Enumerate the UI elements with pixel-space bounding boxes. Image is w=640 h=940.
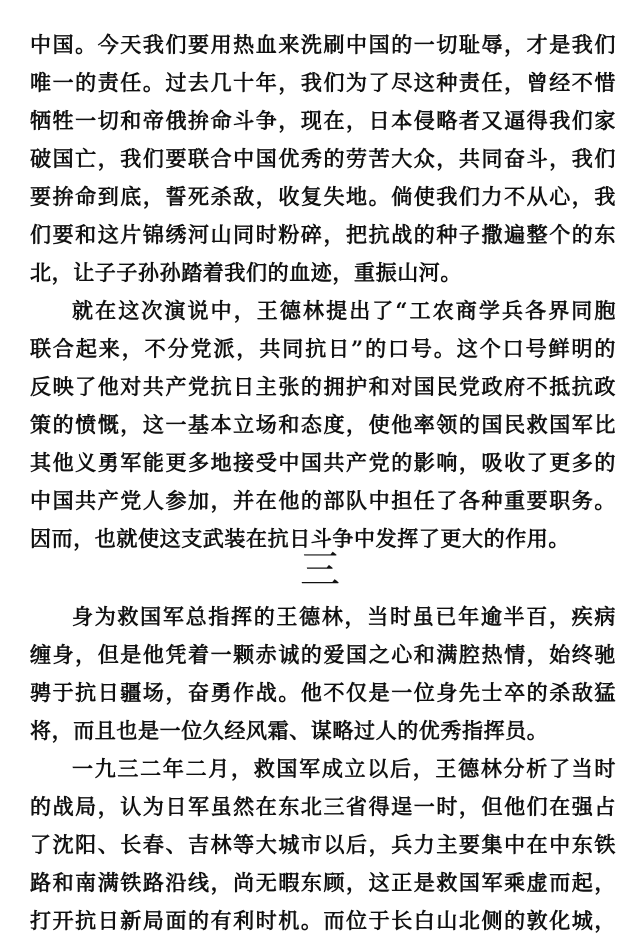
text-line: 的战局，认为日军虽然在东北三省得逞一时，但他们在强占 <box>30 794 616 819</box>
text-line: 路和南满铁路沿线，尚无暇东顾，这正是救国军乘虚而起， <box>30 870 616 895</box>
text-line: 一九三二年二月，救国军成立以后，王德林分析了当时 <box>72 756 616 781</box>
text-line: 破国亡，我们要联合中国优秀的劳苦大众，共同奋斗，我们 <box>30 146 616 171</box>
text-line: 就在这次演说中，王德林提出了“工农商学兵各界同胞 <box>72 298 616 323</box>
text-line: 联合起来，不分党派，共同抗日”的口号。这个口号鲜明的 <box>30 336 616 361</box>
text-line: 骋于抗日疆场，奋勇作战。他不仅是一位身先士卒的杀敌猛 <box>30 680 616 705</box>
text-line: 因而，也就使这支武装在抗日斗争中发挥了更大的作用。 <box>30 526 570 551</box>
text-line: 反映了他对共产党抗日主张的拥护和对国民党政府不抵抗政 <box>30 374 616 399</box>
text-line: 了沈阳、长春、吉林等大城市以后，兵力主要集中在中东铁 <box>30 832 616 857</box>
text-line: 将，而且也是一位久经风霜、谋略过人的优秀指挥员。 <box>30 718 549 743</box>
paragraph <box>30 750 616 940</box>
text-line: 牺牲一切和帝俄拚命斗争，现在，日本侵略者又逼得我们家 <box>30 108 616 133</box>
text-block-lower <box>30 598 616 940</box>
paragraph <box>30 598 616 750</box>
paragraph <box>30 292 616 558</box>
text-line: 打开抗日新局面的有利时机。而位于长白山北侧的敦化城， <box>30 908 616 933</box>
text-line: 中国。今天我们要用热血来洗刷中国的一切耻辱，才是我们 <box>30 32 616 57</box>
text-line: 要拚命到底，誓死杀敌，收复失地。倘使我们力不从心，我 <box>30 184 616 209</box>
paragraph <box>30 26 616 292</box>
text-line: 身为救国军总指挥的王德林，当时虽已年逾半百，疾病 <box>72 604 616 629</box>
text-block-upper <box>30 26 616 558</box>
text-line: 缠身，但是他凭着一颗赤诚的爱国之心和满腔热情，始终驰 <box>30 642 616 667</box>
text-line: 唯一的责任。过去几十年，我们为了尽这种责任，曾经不惜 <box>30 70 616 95</box>
text-line: 中国共产党人参加，并在他的部队中担任了各种重要职务。 <box>30 488 616 513</box>
text-line: 策的愤慨，这一基本立场和态度，使他率领的国民救国军比 <box>30 412 616 437</box>
text-line: 们要和这片锦绣河山同时粉碎，把抗战的种子撒遍整个的东 <box>30 222 616 247</box>
text-line: 其他义勇军能更多地接受中国共产党的影响，吸收了更多的 <box>30 450 616 475</box>
section-heading: 三 <box>300 547 340 593</box>
text-line: 北，让子子孙孙踏着我们的血迹，重振山河。 <box>30 260 462 285</box>
